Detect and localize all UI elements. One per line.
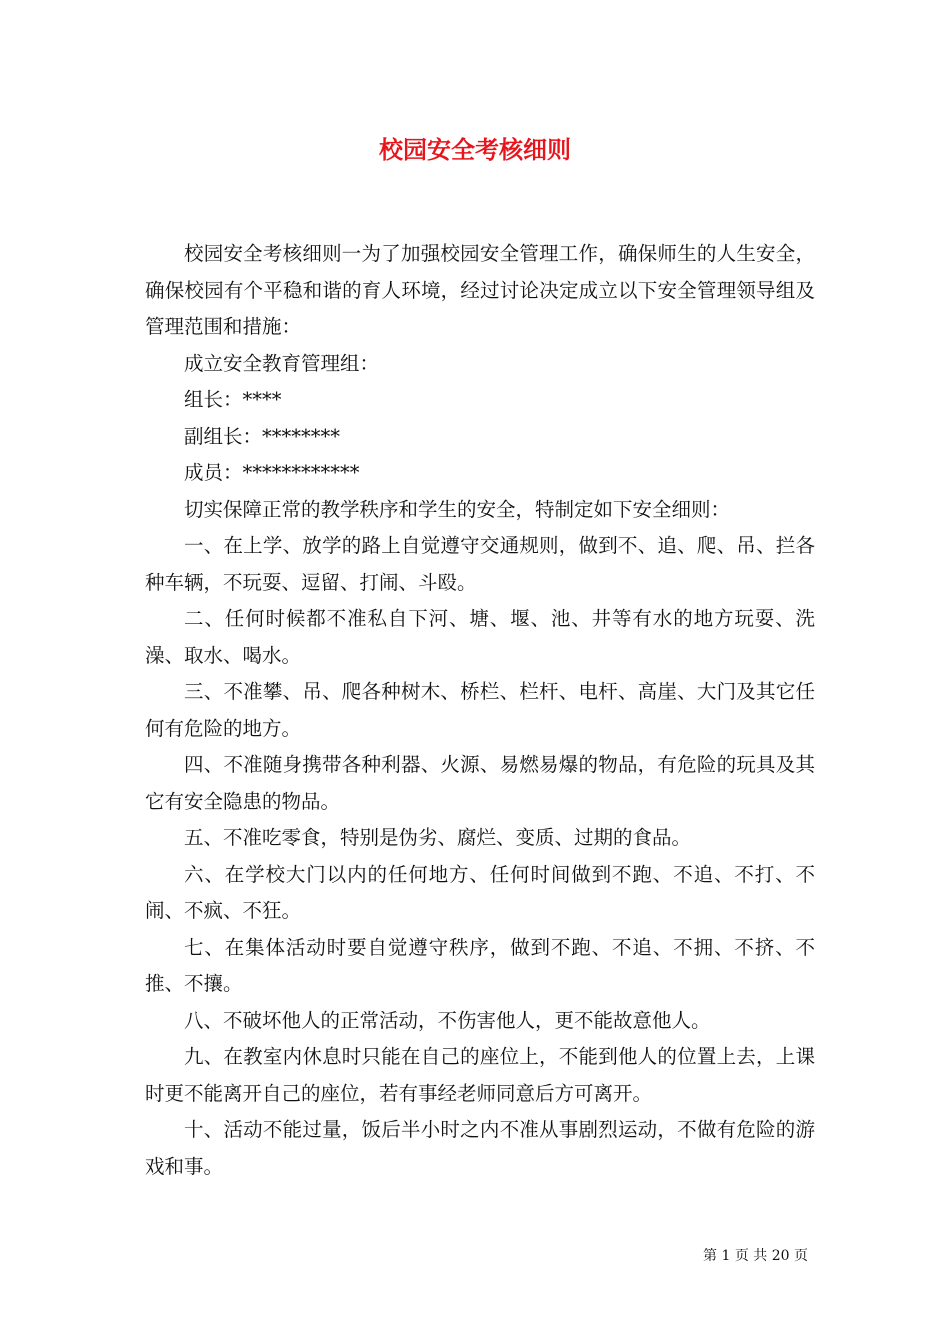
document-body	[145, 236, 815, 1185]
page-number: 第 1 页 共 20 页	[703, 1248, 808, 1264]
paragraph-rule-2: 二、任何时候都不准私自下河、塘、堰、池、井等有水的地方玩耍、洗澡、取水、喝水。	[145, 607, 815, 667]
paragraph-deputy-leader: 副组长：********	[184, 424, 341, 448]
paragraph-rule-8: 八、不破坏他人的正常活动，不伤害他人，更不能故意他人。	[184, 1008, 711, 1032]
paragraph-rule-7: 七、在集体活动时要自觉遵守秩序，做到不跑、不追、不拥、不挤、不推、不攘。	[145, 935, 815, 995]
paragraph-members: 成员：************	[184, 461, 360, 484]
paragraph-rule-1: 一、在上学、放学的路上自觉遵守交通规则，做到不、追、爬、吊、拦各种车辆，不玩耍、逗留、打闹、斗殴。	[145, 534, 815, 594]
paragraph-intro: 校园安全考核细则一为了加强校园安全管理工作，确保师生的人生安全，确保校园有个平稳和谐的育人环境，经过讨论决定成立以下安全管理领导组及管理范围和措施：	[145, 242, 815, 338]
paragraph-rule-4: 四、不准随身携带各种利器、火源、易燃易爆的物品，有危险的玩具及其它有安全隐患的物品。	[145, 753, 815, 813]
paragraph-rule-5: 五、不准吃零食，特别是伪劣、腐烂、变质、过期的食品。	[184, 826, 692, 849]
paragraph-rule-3: 三、不准攀、吊、爬各种树木、桥栏、栏杆、电杆、高崖、大门及其它任何有危险的地方。	[145, 680, 815, 740]
paragraph-rule-9: 九、在教室内休息时只能在自己的座位上，不能到他人的位置上去，上课时更不能离开自己的座位，若有事经老师同意后方可离开。	[145, 1045, 815, 1105]
paragraph-rules-intro: 切实保障正常的教学秩序和学生的安全，特制定如下安全细则：	[184, 497, 731, 521]
document-title: 校园安全考核细则	[379, 135, 571, 164]
paragraph-group-leader: 组长：****	[184, 388, 282, 411]
paragraph-rule-10: 十、活动不能过量，饭后半小时之内不准从事剧烈运动，不做有危险的游戏和事。	[145, 1118, 815, 1178]
paragraph-rule-6: 六、在学校大门以内的任何地方、任何时间做到不跑、不追、不打、不闹、不疯、不狂。	[145, 862, 815, 922]
paragraph-group-heading: 成立安全教育管理组：	[184, 351, 380, 375]
